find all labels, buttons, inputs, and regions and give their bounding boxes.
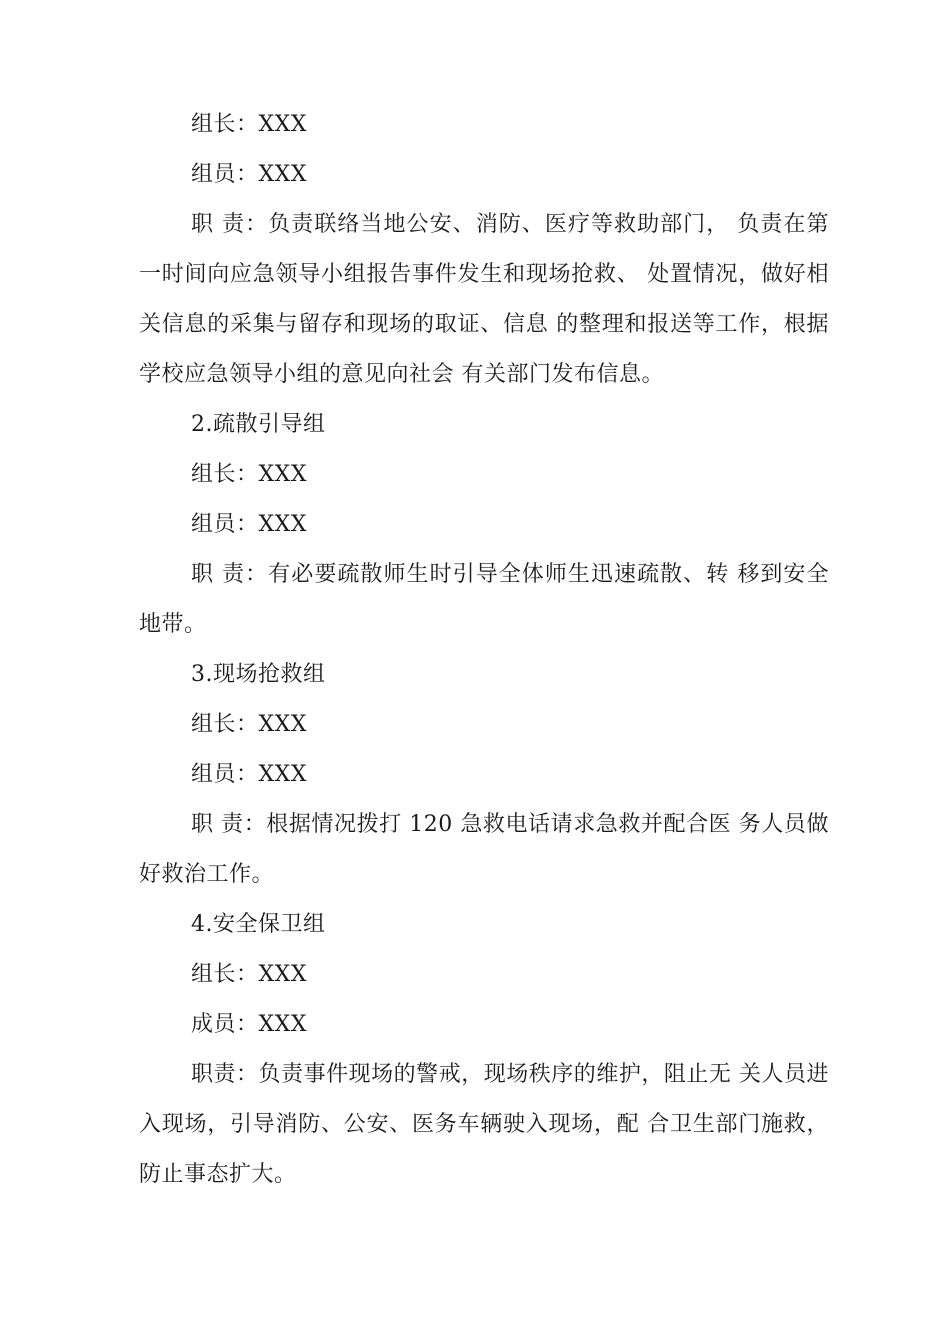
section-heading: 4.安全保卫组 (191, 912, 326, 937)
duty-paragraph: 职 责：根据情况拨打 120 急救电话请求急救并配合医 务人员做好救治工作。 (139, 812, 829, 887)
duty-paragraph: 职 责：负责联络当地公安、消防、医疗等救助部门， 负责在第一时间向应急领导小组报告事件发生和现场抢救、 处置情况，做好相关信息的采集与留存和现场的取证、信息 的整理和报送等工作，根据学校应急领导小组的意见向社会 有关部门发布信息。 (139, 212, 829, 387)
group-member-line: 组员：XXX (191, 512, 307, 537)
duty-paragraph: 职责：负责事件现场的警戒，现场秩序的维护，阻止无 关人员进入现场，引导消防、公安、医务车辆驶入现场，配 合卫生部门施救，防止事态扩大。 (139, 1062, 829, 1187)
section-heading: 3.现场抢救组 (191, 662, 326, 687)
group-member-line: 组员：XXX (191, 762, 307, 787)
group-member-line: 组员：XXX (191, 162, 307, 187)
group-leader-line: 组长：XXX (191, 462, 307, 487)
section-heading: 2.疏散引导组 (191, 412, 326, 437)
group-leader-line: 组长：XXX (191, 712, 307, 737)
group-member-line: 成员：XXX (191, 1012, 307, 1037)
group-leader-line: 组长：XXX (191, 962, 307, 987)
duty-paragraph: 职 责：有必要疏散师生时引导全体师生迅速疏散、转 移到安全地带。 (139, 562, 829, 637)
group-leader-line: 组长：XXX (191, 112, 307, 137)
